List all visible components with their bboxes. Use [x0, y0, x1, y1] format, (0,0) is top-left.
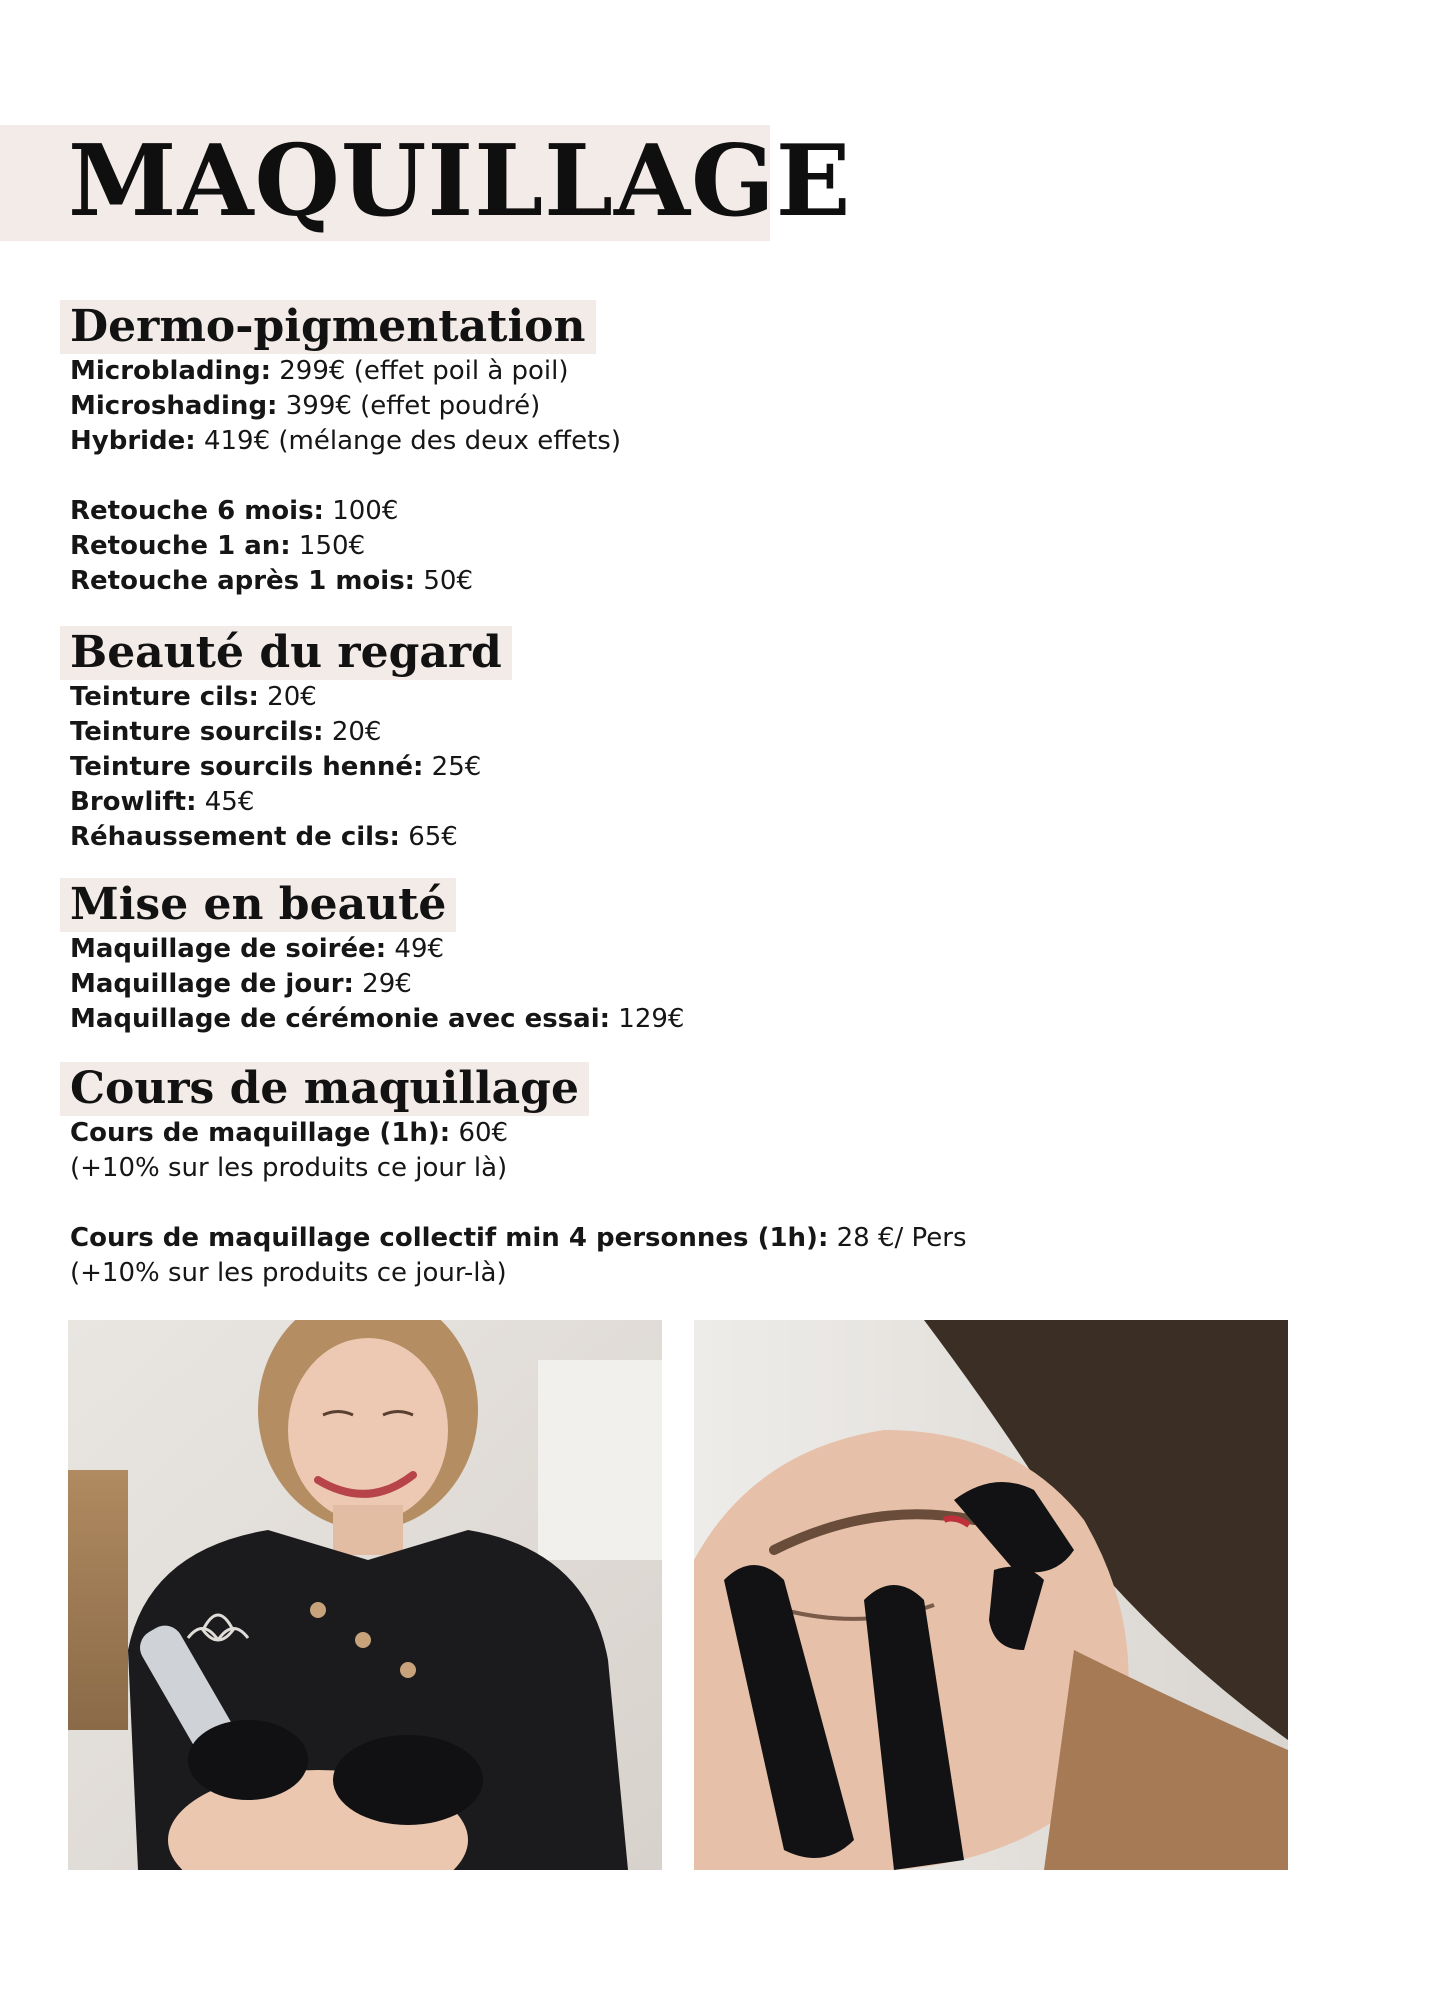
- price-line-cours-collectif: Cours de maquillage collectif min 4 personnes (1h): 28 €/ Pers: [70, 1223, 967, 1253]
- price-note: (+10% sur les produits ce jour là): [70, 1153, 508, 1183]
- price-line-cours-individuel: Cours de maquillage (1h): 60€: [70, 1118, 509, 1148]
- spacer: [70, 459, 621, 494]
- price-line-maquillage-soiree: Maquillage de soirée: 49€: [70, 934, 445, 964]
- price-line-teinture-sourcils: Teinture sourcils: 20€: [70, 717, 382, 747]
- price-list: [60, 932, 684, 1037]
- section-heading: Beauté du regard: [60, 626, 512, 680]
- section-cours-de-maquillage: [60, 1062, 967, 1291]
- price-line-microblading: Microblading: 299€ (effet poil à poil): [70, 356, 569, 386]
- price-line-microshading: Microshading: 399€ (effet poudré): [70, 391, 541, 421]
- section-heading: Dermo-pigmentation: [60, 300, 596, 354]
- section-beaute-du-regard: [60, 626, 512, 855]
- price-line-rehaussement-cils: Réhaussement de cils: 65€: [70, 822, 458, 852]
- price-list: [60, 354, 621, 599]
- price-line-hybride: Hybride: 419€ (mélange des deux effets): [70, 426, 621, 456]
- price-line-teinture-sourcils-henne: Teinture sourcils henné: 25€: [70, 752, 482, 782]
- section-heading: Cours de maquillage: [60, 1062, 589, 1116]
- photo-practitioner: [68, 1320, 662, 1870]
- price-list: [60, 1116, 967, 1291]
- price-list: [60, 680, 512, 855]
- section-mise-en-beaute: [60, 878, 684, 1037]
- price-line-maquillage-jour: Maquillage de jour: 29€: [70, 969, 412, 999]
- price-line-retouche-6-mois: Retouche 6 mois: 100€: [70, 496, 399, 526]
- section-dermo-pigmentation: [60, 300, 621, 599]
- photo-closeup: [694, 1320, 1288, 1870]
- closeup-illustration: [694, 1320, 1288, 1870]
- spacer: [70, 1186, 967, 1221]
- price-note: (+10% sur les produits ce jour-là): [70, 1258, 507, 1288]
- price-line-retouche-1-an: Retouche 1 an: 150€: [70, 531, 366, 561]
- price-line-retouche-1-mois: Retouche après 1 mois: 50€: [70, 566, 473, 596]
- section-heading: Mise en beauté: [60, 878, 456, 932]
- price-line-maquillage-ceremonie: Maquillage de cérémonie avec essai: 129€: [70, 1004, 685, 1034]
- practitioner-illustration: [68, 1320, 662, 1870]
- price-line-browlift: Browlift: 45€: [70, 787, 255, 817]
- price-line-teinture-cils: Teinture cils: 20€: [70, 682, 317, 712]
- page-title: MAQUILLAGE: [68, 124, 852, 239]
